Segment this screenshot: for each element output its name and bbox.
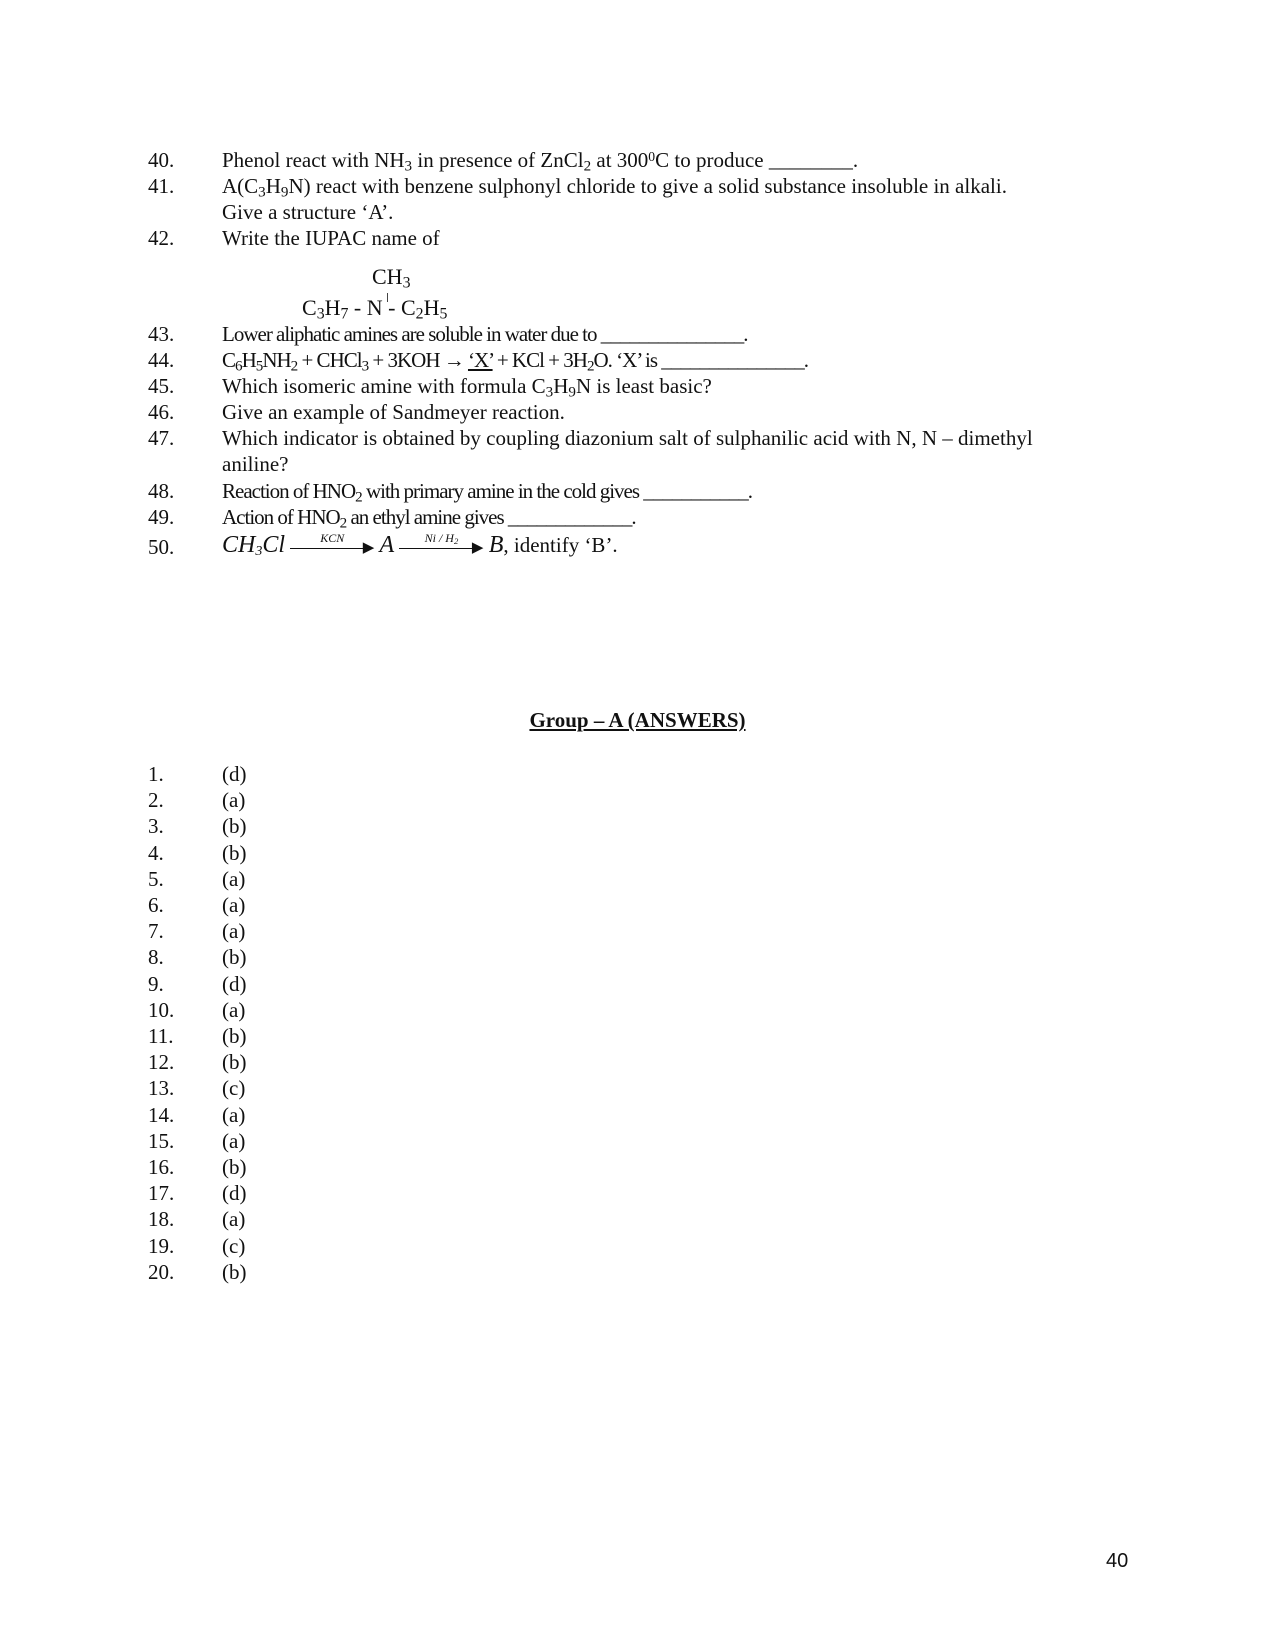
answer-option: (c) (222, 1076, 246, 1101)
methyl-group: $CH_3$ (372, 264, 411, 292)
question-text: Which isomeric amine with formula $C_3H_9N$ is least basic? (222, 374, 712, 401)
question-number: 43. (148, 322, 175, 346)
reaction-equation: $CH_3Cl$ KCN ▶ A Ni / $H_2$ ▶ B, identify ‘B’. (222, 531, 618, 560)
question-number: 42. (148, 226, 175, 250)
question-text: Action of $HNO_2$ an ethyl amine gives _____________. (222, 505, 636, 532)
question-number: 49. (148, 505, 175, 529)
answer-number: 18. (148, 1207, 175, 1232)
answer-option: (a) (222, 866, 246, 891)
question-number: 46. (148, 400, 175, 424)
question-number: 40. (148, 148, 175, 172)
question-text: $C_6H_5NH_2$ + CHCl$_3$ + 3KOH → ‘X’ + KCl + $3H_2O$. ‘X’ is _______________. (222, 348, 809, 375)
answer-option: (a) (222, 1128, 246, 1153)
answer-number: 14. (148, 1102, 175, 1127)
answer-number: 15. (148, 1128, 175, 1153)
question-number: 50. (148, 535, 175, 559)
answer-option: (b) (222, 1024, 247, 1048)
answer-number: 20. (148, 1259, 175, 1284)
main-chain: $C_3H_7$ - N - $C_2H_5$ (302, 295, 448, 323)
answer-option: (b) (222, 1259, 247, 1284)
answer-option: (a) (222, 893, 246, 917)
answer-number: 6. (148, 893, 164, 917)
reaction-arrow-kcn: KCN ▶ (290, 537, 374, 557)
page-number: 40 (1106, 1550, 1129, 1572)
question-text: $A(C_3H_9N)$ react with benzene sulphonyl chloride to give a solid substance insoluble in alkali. Give a structure ‘A’. (222, 174, 1007, 224)
question-text: Reaction of $HNO_2$ with primary amine in the cold gives ___________. (222, 479, 753, 506)
question-number: 41. (148, 174, 175, 198)
question-text: Lower aliphatic amines are soluble in water due to _______________. (222, 322, 748, 346)
question-text: Write the IUPAC name of (222, 226, 440, 250)
question-text: Give an example of Sandmeyer reaction. (222, 400, 565, 424)
answer-option: (a) (222, 1207, 246, 1232)
answer-number: 11. (148, 1024, 174, 1048)
answer-number: 3. (148, 814, 164, 839)
answer-number: 16. (148, 1155, 175, 1179)
answer-option: (b) (222, 1155, 247, 1179)
question-number: 44. (148, 348, 175, 372)
question-number: 45. (148, 374, 175, 398)
answer-number: 12. (148, 1050, 175, 1075)
answer-option: (b) (222, 945, 247, 970)
answer-number: 19. (148, 1233, 175, 1258)
answers-heading: Group – A (ANSWERS) (529, 708, 746, 732)
answer-option: (b) (222, 814, 247, 839)
answer-number: 4. (148, 840, 164, 865)
answer-number: 8. (148, 945, 164, 970)
question-text: Which indicator is obtained by coupling diazonium salt of sulphanilic acid with N, N – dimethyl aniline? (222, 426, 1033, 476)
answer-option: (a) (222, 997, 246, 1022)
answer-option: (a) (222, 919, 246, 944)
question-number: 47. (148, 426, 175, 450)
answer-option: (b) (222, 1050, 247, 1075)
answer-number: 7. (148, 919, 164, 944)
question-text: Phenol react with $NH_3$ in presence of ZnCl$_2$ at $300^0C$ to produce ________. (222, 148, 859, 175)
answer-number: 2. (148, 788, 164, 813)
answer-number: 13. (148, 1076, 175, 1101)
answer-option: (d) (222, 971, 247, 996)
answer-number: 17. (148, 1181, 175, 1206)
question-number: 48. (148, 479, 175, 503)
answer-option: (a) (222, 788, 246, 813)
answer-option: (c) (222, 1233, 246, 1258)
answer-number: 5. (148, 866, 164, 891)
reaction-arrow-ni-h2: Ni / $H_2$ ▶ (399, 537, 483, 557)
answer-option: (d) (222, 762, 247, 786)
answer-number: 9. (148, 971, 164, 996)
answer-number: 10. (148, 997, 175, 1022)
answer-option: (a) (222, 1102, 246, 1127)
answer-number: 1. (148, 762, 164, 786)
answer-option: (b) (222, 840, 247, 865)
answer-option: (d) (222, 1181, 247, 1206)
